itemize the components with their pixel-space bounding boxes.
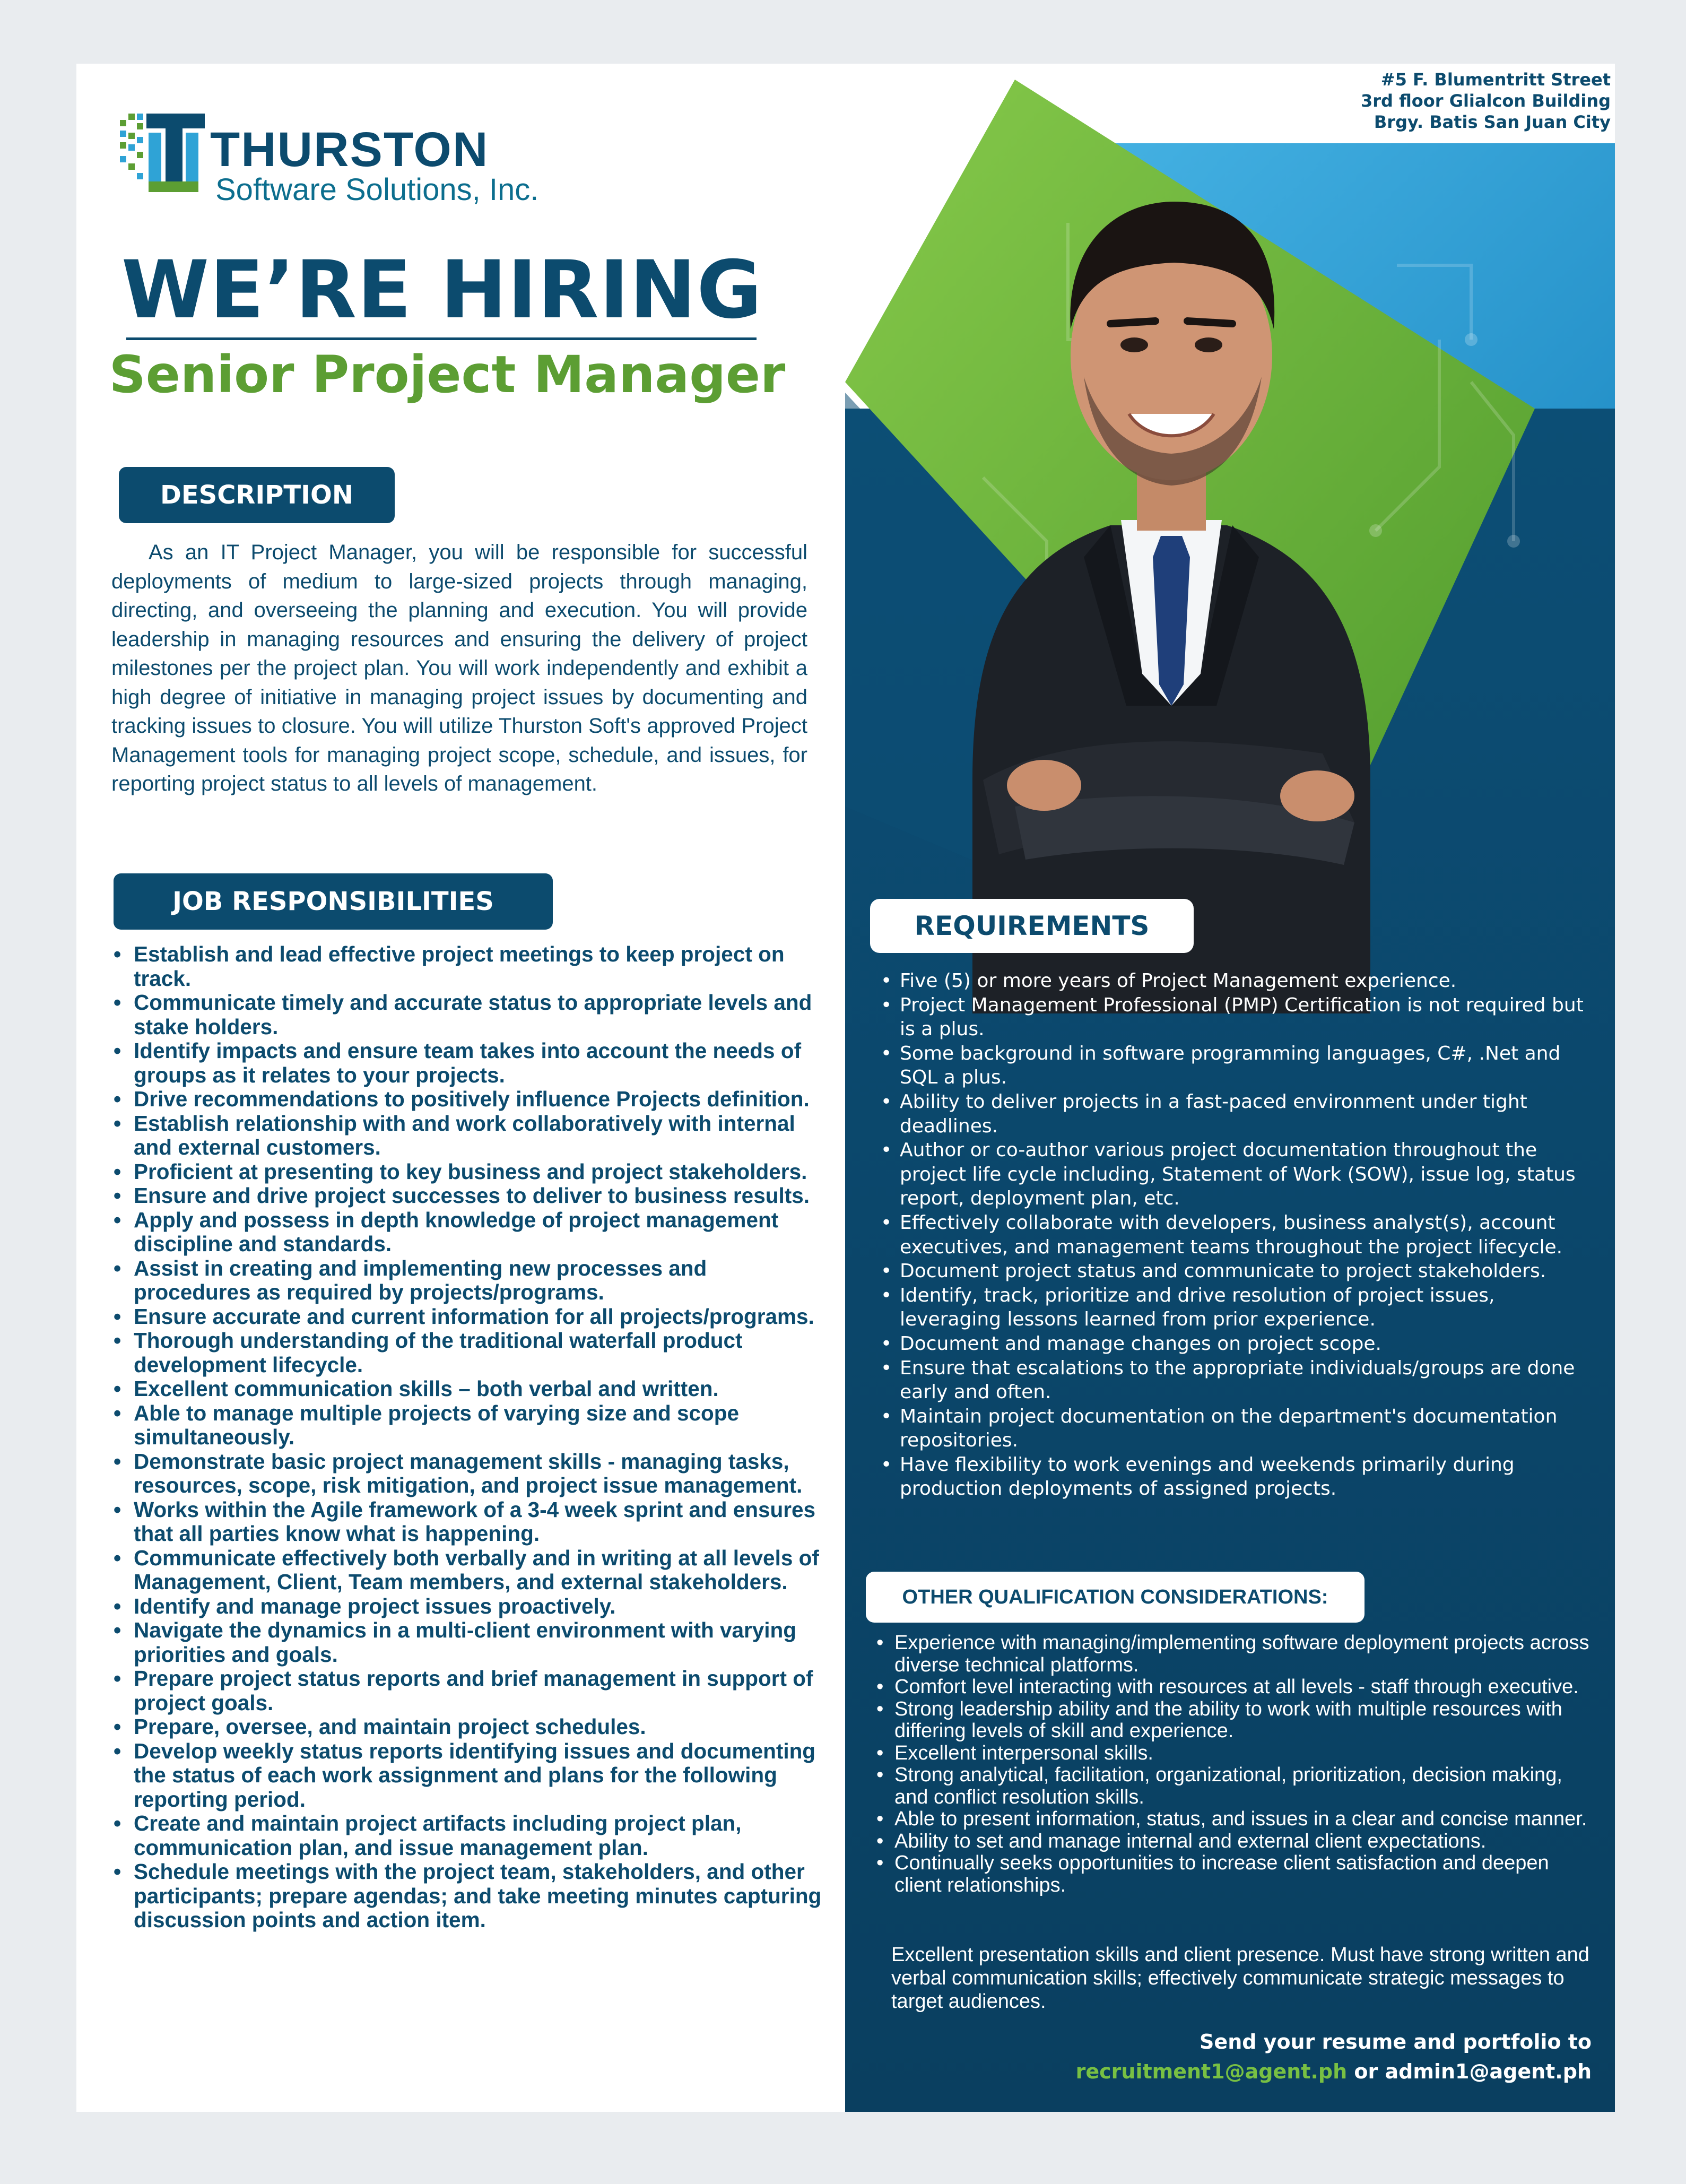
contact-connector: or	[1354, 2060, 1378, 2083]
logo-mark-icon	[117, 111, 223, 196]
list-item: • Create and maintain project artifacts including project plan, communication plan, and issue management plan.	[111, 1812, 822, 1860]
list-item: • Identify, track, prioritize and drive resolution of project issues, leveraging lessons learned from prior experience.	[879, 1284, 1589, 1332]
hiring-headline: WE’RE HIRING	[121, 244, 763, 336]
company-address	[1361, 69, 1611, 133]
job-poster	[76, 64, 1615, 2112]
other-qualifications-heading: OTHER QUALIFICATION CONSIDERATIONS:	[866, 1572, 1365, 1623]
address-line-3: Brgy. Batis San Juan City	[1374, 112, 1611, 132]
list-item: • Comfort level interacting with resources at all levels - staff through executive.	[874, 1676, 1596, 1698]
company-logo	[117, 101, 594, 207]
list-item: • Proficient at presenting to key business and project stakeholders.	[111, 1160, 822, 1184]
list-item: • Have flexibility to work evenings and weekends primarily during production deployments of assigned projects.	[879, 1453, 1589, 1501]
responsibilities-list	[111, 942, 822, 1932]
list-item: • Author or co-author various project documentation throughout the project life cycle including, Statement of Work (SOW), issue log, status report, deployment plan, etc.	[879, 1138, 1589, 1211]
list-item: • Project Management Professional (PMP) Certification is not required but is a plus.	[879, 993, 1589, 1042]
list-item: • Ensure and drive project successes to deliver to business results.	[111, 1184, 822, 1208]
company-name: THURSTON	[210, 123, 489, 177]
list-item: • Maintain project documentation on the department's documentation repositories.	[879, 1405, 1589, 1453]
recruitment-email-link[interactable]: recruitment1@agent.ph	[1075, 2060, 1348, 2083]
list-item: • Identify and manage project issues proactively.	[111, 1594, 822, 1619]
list-item: • Identify impacts and ensure team takes into account the needs of groups as it relates to your projects.	[111, 1039, 822, 1087]
list-item: • Effectively collaborate with developers, business analyst(s), account executives, and management teams throughout the project lifecycle.	[879, 1211, 1589, 1259]
contact-emails	[1076, 2057, 1592, 2086]
list-item: • Ability to deliver projects in a fast-paced environment under tight deadlines.	[879, 1090, 1589, 1138]
list-item: • Establish and lead effective project meetings to keep project on track.	[111, 942, 822, 991]
portrait-image	[951, 154, 1386, 1013]
list-item: • Some background in software programming languages, C#, .Net and SQL a plus.	[879, 1042, 1589, 1090]
list-item: • Navigate the dynamics in a multi-client environment with varying priorities and goals.	[111, 1618, 822, 1667]
list-item: • Excellent interpersonal skills.	[874, 1743, 1596, 1765]
list-item: • Thorough understanding of the traditional waterfall product development lifecycle.	[111, 1329, 822, 1377]
headline-divider	[126, 337, 757, 340]
list-item: • Able to manage multiple projects of varying size and scope simultaneously.	[111, 1401, 822, 1450]
list-item: • Schedule meetings with the project team, stakeholders, and other participants; prepare agendas; and take meeting minutes capturing discussion points and action item.	[111, 1860, 822, 1932]
responsibilities-heading: JOB RESPONSIBILITIES	[114, 873, 553, 930]
contact-block	[1076, 2027, 1592, 2086]
list-item: • Communicate timely and accurate status to appropriate levels and stake holders.	[111, 991, 822, 1039]
requirements-heading: REQUIREMENTS	[870, 899, 1194, 953]
list-item: • Strong analytical, facilitation, organizational, prioritization, decision making, and conflict resolution skills.	[874, 1764, 1596, 1808]
list-item: • Demonstrate basic project management skills - managing tasks, resources, scope, risk mitigation, and project issue management.	[111, 1450, 822, 1498]
contact-instruction: Send your resume and portfolio to	[1200, 2030, 1592, 2053]
address-line-1: #5 F. Blumentritt Street	[1380, 70, 1611, 90]
list-item: • Experience with managing/implementing software deployment projects across diverse technical platforms.	[874, 1632, 1596, 1676]
admin-email-link[interactable]: admin1@agent.ph	[1385, 2060, 1592, 2083]
list-item: • Communicate effectively both verbally and in writing at all levels of Management, Client, Team members, and external stakeholders.	[111, 1546, 822, 1594]
address-line-2: 3rd floor Glialcon Building	[1360, 91, 1611, 111]
list-item: • Prepare project status reports and brief management in support of project goals.	[111, 1667, 822, 1715]
list-item: • Prepare, oversee, and maintain project schedules.	[111, 1715, 822, 1739]
list-item: • Apply and possess in depth knowledge of project management discipline and standards.	[111, 1208, 822, 1256]
list-item: • Document and manage changes on project scope.	[879, 1332, 1589, 1356]
list-item: • Assist in creating and implementing new processes and procedures as required by projects/programs.	[111, 1256, 822, 1305]
description-text: As an IT Project Manager, you will be responsible for successful deployments of medium to large-sized projects through managing, directing, and overseeing the planning and execution. You will provide leadership in managing resources and ensuring the delivery of project milestones per the project plan. You will work independently and exhibit a high degree of initiative in managing project issues by documenting and tracking issues to closure. You will utilize Thurston Soft's approved Project Management tools for managing project scope, schedule, and issues, for reporting project status to all levels of management.	[111, 541, 807, 795]
list-item: • Strong leadership ability and the ability to work with multiple resources with differing levels of skill and experience.	[874, 1698, 1596, 1743]
list-item: • Document project status and communicate to project stakeholders.	[879, 1259, 1589, 1284]
closing-statement: Excellent presentation skills and client presence. Must have strong written and verbal communication skills; effectively communicate strategic messages to target audiences.	[891, 1944, 1589, 2013]
list-item: • Drive recommendations to positively influence Projects definition.	[111, 1087, 822, 1112]
list-item: • Develop weekly status reports identifying issues and documenting the status of each work assignment and plans for the following reporting period.	[111, 1739, 822, 1812]
list-item: • Able to present information, status, and issues in a clear and concise manner.	[874, 1808, 1596, 1831]
list-item: • Works within the Agile framework of a 3-4 week sprint and ensures that all parties know what is happening.	[111, 1498, 822, 1546]
list-item: • Excellent communication skills – both verbal and written.	[111, 1377, 822, 1401]
list-item: • Ensure accurate and current information for all projects/programs.	[111, 1305, 822, 1329]
list-item: • Ensure that escalations to the appropriate individuals/groups are done early and often.	[879, 1356, 1589, 1405]
other-qualifications-list	[874, 1632, 1596, 1896]
list-item: • Continually seeks opportunities to increase client satisfaction and deepen client relationships.	[874, 1852, 1596, 1896]
list-item: • Five (5) or more years of Project Management experience.	[879, 969, 1589, 993]
list-item: • Ability to set and manage internal and external client expectations.	[874, 1831, 1596, 1853]
job-title: Senior Project Manager	[109, 345, 786, 404]
company-subtitle: Software Solutions, Inc.	[215, 172, 539, 207]
description-heading: DESCRIPTION	[119, 467, 395, 523]
list-item: • Establish relationship with and work collaboratively with internal and external customers.	[111, 1112, 822, 1160]
requirements-list	[879, 969, 1589, 1501]
